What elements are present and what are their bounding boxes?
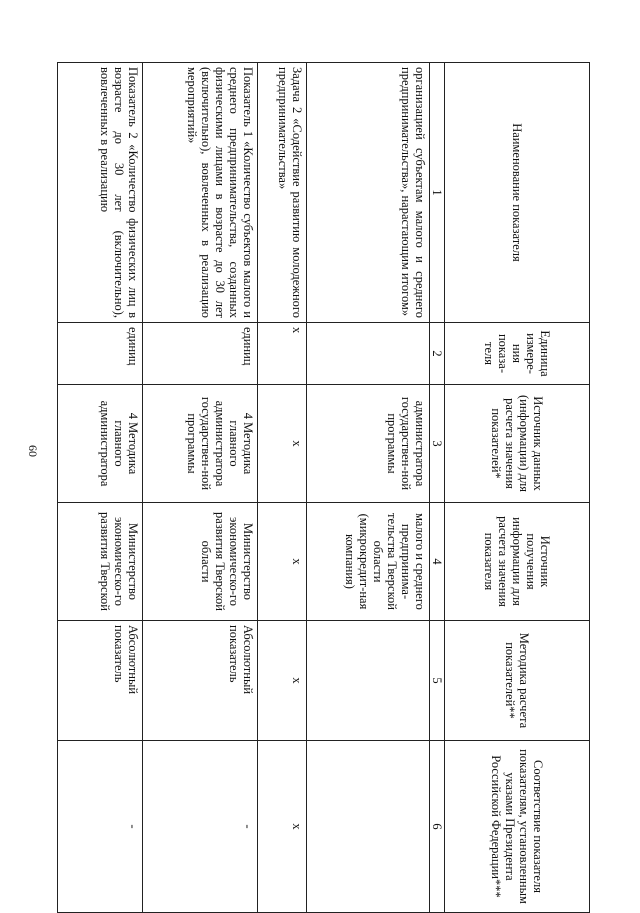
cell-unit [307, 323, 430, 385]
cell-indicator-name: Задача 2 «Содействие развитию молодежного предпринимательства» [258, 63, 307, 323]
cell-indicator-name: организацией субъектам малого и среднего предпринимательства», нарастающим итогом» [307, 63, 430, 323]
column-number: 3 [430, 385, 445, 503]
cell-method [307, 621, 430, 741]
cell-compliance: - [58, 741, 143, 913]
table-row [258, 63, 307, 913]
cell-compliance [307, 741, 430, 913]
cell-method: Абсолютный показатель [143, 621, 258, 741]
column-number: 1 [430, 63, 445, 323]
header-compliance: Соответствие показателя показателям, установленным указами Президента Российской Федерации*** [445, 741, 590, 913]
table-row [58, 63, 143, 913]
header-unit: Единица измере-ния показа-теля [445, 323, 590, 385]
header-indicator-name: Наименование показателя [445, 63, 590, 323]
column-number: 5 [430, 621, 445, 741]
cell-unit: х [258, 323, 307, 385]
cell-source-info: Министерство экономическо-го развития Тверской [58, 503, 143, 621]
cell-unit: единиц [58, 323, 143, 385]
cell-source-info: х [258, 503, 307, 621]
table-row [143, 63, 258, 913]
rotated-table-inner [70, 62, 590, 912]
column-number: 2 [430, 323, 445, 385]
cell-compliance: х [258, 741, 307, 913]
cell-compliance: - [143, 741, 258, 913]
column-number: 4 [430, 503, 445, 621]
column-numbers-row [430, 63, 445, 913]
cell-method: Абсолютный показатель [58, 621, 143, 741]
cell-source-data: администратора государствен-ной программы [307, 385, 430, 503]
cell-indicator-name: Показатель 2 «Количество физических лиц в возрасте до 30 лет (включительно), вовлеченных в реализацию [58, 63, 143, 323]
cell-source-info: малого и среднего предпринима-тельства Тверской области (микрокредит-ная компания) [307, 503, 430, 621]
cell-source-info: Министерство экономическо-го развития Тверской области [143, 503, 258, 621]
header-method: Методика расчета показателей** [445, 621, 590, 741]
indicators-table [57, 62, 590, 913]
cell-source-data: 4 Методика главного администратора государствен-ной программы [143, 385, 258, 503]
table-row [307, 63, 430, 913]
cell-source-data: 4 Методика главного администратора [58, 385, 143, 503]
table-header-row [445, 63, 590, 913]
cell-method: х [258, 621, 307, 741]
cell-indicator-name: Показатель 1 «Количество субъектов малого и среднего предпринимательства, созданных физическими лицами в возрасте до 30 лет (включительно), вовлеченных в реализацию мероприятий» [143, 63, 258, 323]
cell-unit: единиц [143, 323, 258, 385]
header-source-data: Источник данных (информации) для расчета значения показателей* [445, 385, 590, 503]
cell-source-data: х [258, 385, 307, 503]
page-number: 60 [26, 445, 40, 457]
column-number: 6 [430, 741, 445, 913]
header-source-info: Источник получения информации для расчета значения показателя [445, 503, 590, 621]
